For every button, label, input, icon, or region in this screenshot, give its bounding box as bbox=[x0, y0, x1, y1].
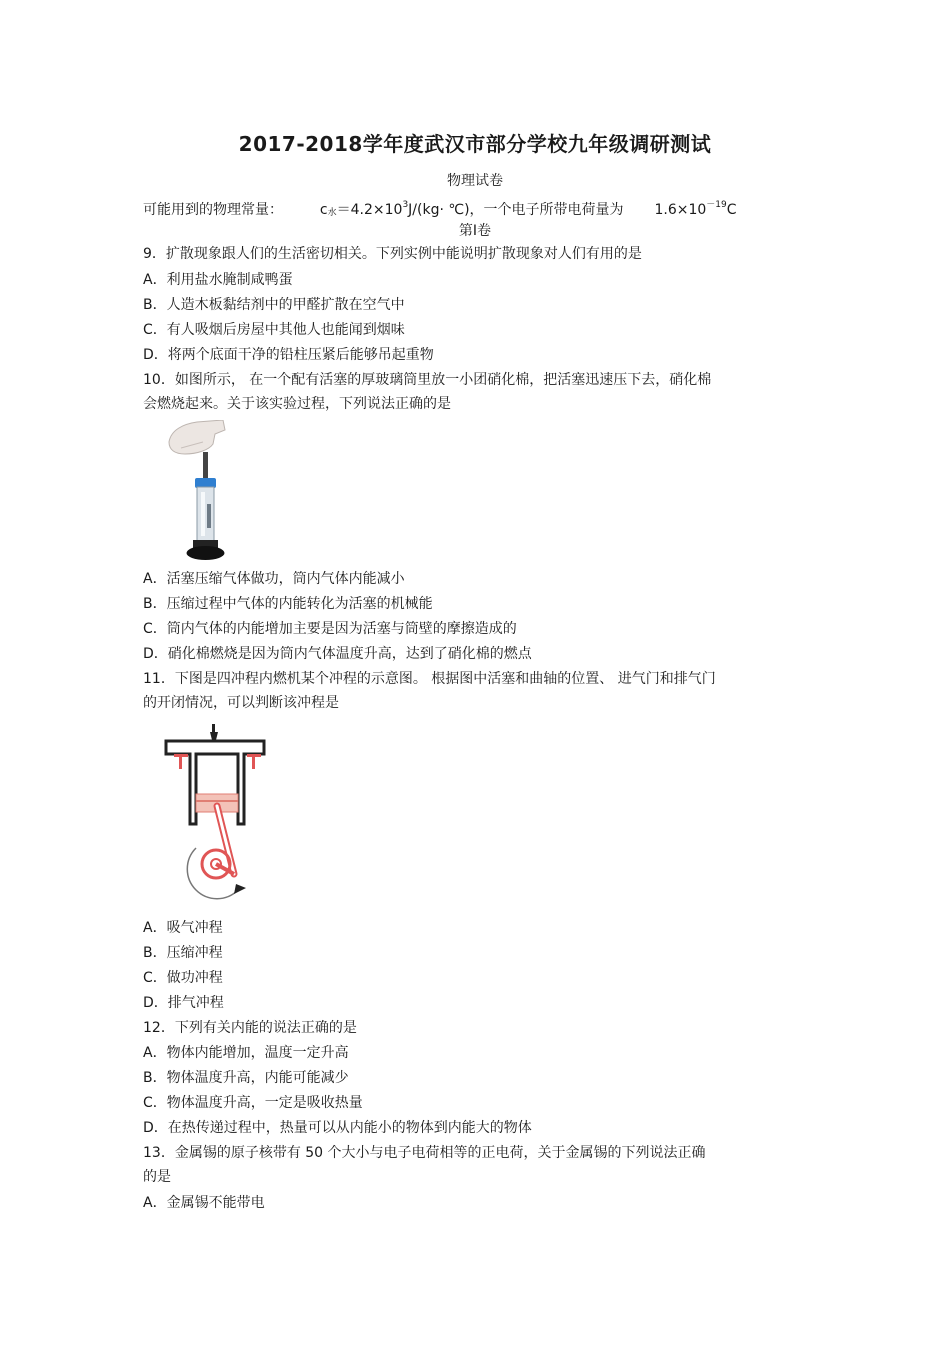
intake-valve-stem bbox=[179, 757, 182, 769]
exhaust-valve-stem bbox=[252, 757, 255, 769]
tube-highlight bbox=[201, 492, 205, 536]
glass-tube bbox=[197, 487, 214, 541]
piston-pump-figure bbox=[163, 420, 233, 562]
q10-option-a: A．活塞压缩气体做功，筒内气体内能减小 bbox=[143, 571, 405, 587]
q12-stem: 12．下列有关内能的说法正确的是 bbox=[143, 1020, 357, 1036]
q10-option-b: B．压缩过程中气体的内能转化为活塞的机械能 bbox=[143, 596, 433, 612]
c-subscript: 水 bbox=[327, 208, 337, 218]
c-value: ＝4.2×10 bbox=[336, 202, 403, 218]
piston-rod bbox=[203, 452, 208, 480]
q13-stem-line2: 的是 bbox=[143, 1169, 171, 1185]
q9-option-b: B．人造木板黏结剂中的甲醛扩散在空气中 bbox=[143, 297, 405, 313]
q13-stem-line1: 13．金属锡的原子核带有 50 个大小与电子电荷相等的正电荷，关于金属锡的下列说法正确 bbox=[143, 1145, 706, 1161]
q11-option-b: B．压缩冲程 bbox=[143, 945, 223, 961]
c-label: c bbox=[319, 202, 328, 218]
q9-option-d: D．将两个底面干净的铅柱压紧后能够吊起重物 bbox=[143, 347, 434, 363]
c-unit: J/(kg· ℃)，一个电子所带电荷量为 bbox=[408, 202, 624, 218]
q9-option-a: A．利用盐水腌制咸鸭蛋 bbox=[143, 272, 293, 288]
spark-plug-icon bbox=[210, 732, 218, 740]
spark-plug-wire bbox=[212, 724, 215, 732]
q12-option-a: A．物体内能增加，温度一定升高 bbox=[143, 1045, 349, 1061]
constants-prefix: 可能用到的物理常量： bbox=[143, 202, 283, 218]
q11-option-a: A．吸气冲程 bbox=[143, 920, 223, 936]
q12-option-b: B．物体温度升高，内能可能减少 bbox=[143, 1070, 349, 1086]
pump-base bbox=[187, 546, 225, 560]
q11-option-c: C．做功冲程 bbox=[143, 970, 223, 986]
engine-figure bbox=[160, 724, 272, 906]
intake-valve-head bbox=[174, 754, 188, 757]
piston-ring bbox=[196, 800, 238, 802]
e-unit: C bbox=[726, 202, 737, 218]
hand-shape bbox=[169, 420, 225, 454]
q10-option-c: C．筒内气体的内能增加主要是因为活塞与筒壁的摩擦造成的 bbox=[143, 621, 517, 637]
tube-scale bbox=[207, 504, 211, 528]
q11-stem-line1: 11．下图是四冲程内燃机某个冲程的示意图。 根据图中活塞和曲轴的位置、 进气门和排气门 bbox=[143, 671, 716, 687]
q11-option-d: D．排气冲程 bbox=[143, 995, 224, 1011]
volume-label: 第Ⅰ卷 bbox=[458, 223, 492, 239]
q11-stem-line2: 的开闭情况，可以判断该冲程是 bbox=[143, 695, 339, 711]
constants-line bbox=[143, 197, 737, 219]
q9-option-c: C．有人吸烟后房屋中其他人也能闻到烟味 bbox=[143, 322, 405, 338]
page-subtitle: 物理试卷 bbox=[447, 173, 503, 189]
page-title: 2017-2018学年度武汉市部分学校九年级调研测试 bbox=[238, 132, 712, 156]
e-value: 1.6×10 bbox=[654, 202, 707, 218]
q9-stem: 9．扩散现象跟人们的生活密切相关。下列实例中能说明扩散现象对人们有用的是 bbox=[143, 246, 642, 262]
exhaust-valve-head bbox=[247, 754, 261, 757]
q10-option-d: D．硝化棉燃烧是因为筒内气体温度升高，达到了硝化棉的燃点 bbox=[143, 646, 532, 662]
q10-stem-line2: 会燃烧起来。关于该实验过程，下列说法正确的是 bbox=[143, 396, 451, 412]
q12-option-c: C．物体温度升高，一定是吸收热量 bbox=[143, 1095, 363, 1111]
q13-option-a: A．金属锡不能带电 bbox=[143, 1195, 265, 1211]
e-exponent: －19 bbox=[706, 200, 727, 210]
q10-stem-line1: 10．如图所示， 在一个配有活塞的厚玻璃筒里放一小团硝化棉，把活塞迅速压下去，硝化棉 bbox=[143, 372, 712, 388]
rotation-arrow-icon bbox=[234, 884, 246, 894]
q12-option-d: D．在热传递过程中，热量可以从内能小的物体到内能大的物体 bbox=[143, 1120, 532, 1136]
c-exponent: 3 bbox=[402, 200, 409, 210]
